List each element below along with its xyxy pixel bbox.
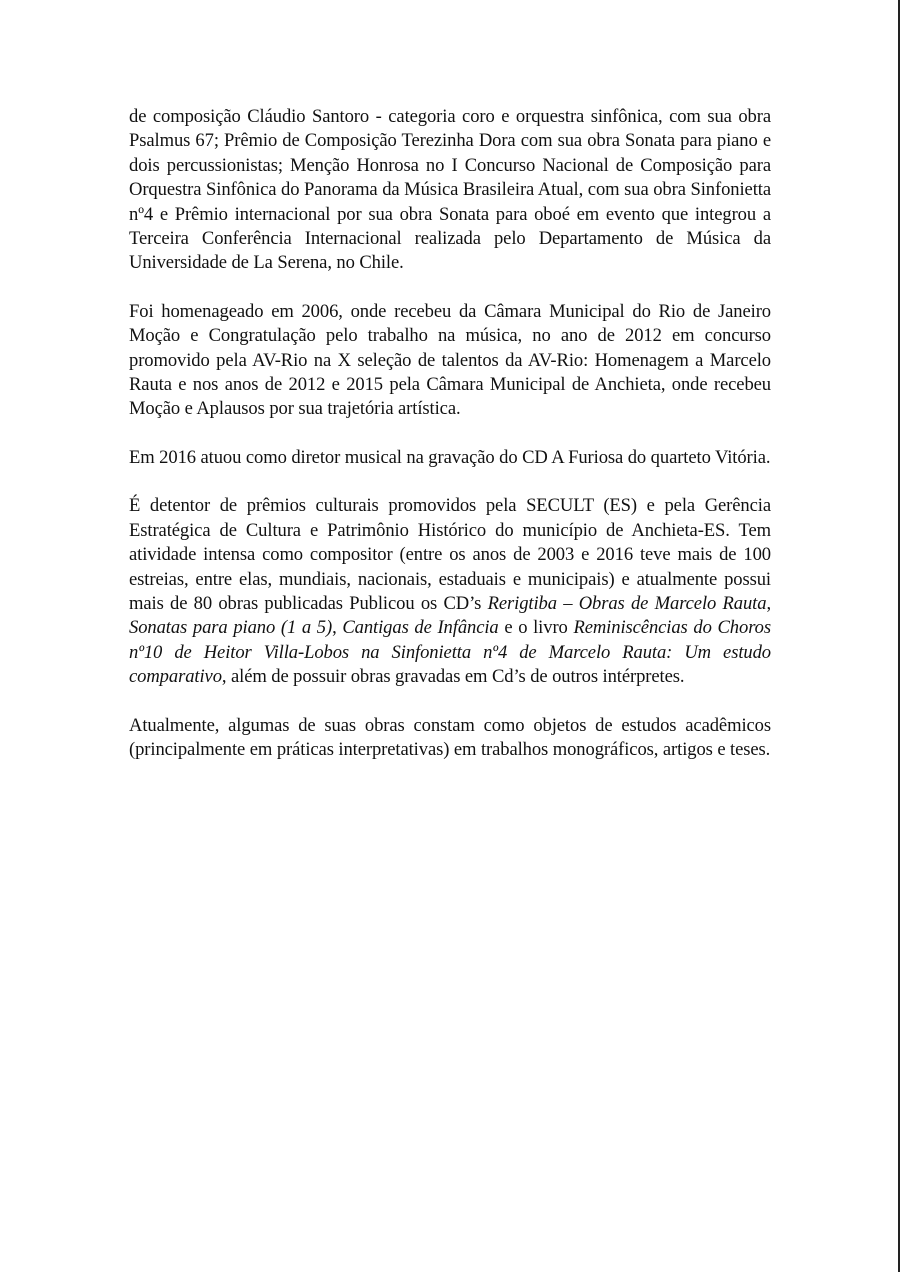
paragraph-awards	[129, 105, 771, 276]
text-segment: ,	[332, 617, 343, 639]
text-segment: Atualmente, algumas de suas obras constam como objetos de estudos acadêmicos (principalmente em práticas interpretativas) em trabalhos monográficos, artigos e teses.	[129, 714, 771, 760]
paragraph-director	[129, 446, 771, 470]
text-segment: , além de possuir obras gravadas em Cd’s de outros intérpretes.	[221, 666, 685, 688]
text-segment: Foi homenageado em 2006, onde recebeu da Câmara Municipal do Rio de Janeiro Moção e Congratulação pelo trabalho na música, no ano de 2012 em concurso promovido pela AV-Rio na X seleção de talentos da AV-Rio: Homenagem a Marcelo Rauta e nos anos de 2012 e 2015 pela Câmara Municipal de Anchieta, onde recebeu Moção e Aplausos por sua trajetória artística.	[129, 300, 771, 420]
italic-title-cantigas: Cantigas de Infância	[342, 617, 499, 639]
italic-title-rerigtiba: Rerigtiba – Obras de Marcelo Rauta	[487, 592, 767, 614]
text-segment: de composição Cláudio Santoro - categoria coro e orquestra sinfônica, com sua obra Psalmus 67; Prêmio de Composição Terezinha Dora com sua obra Sonata para piano e dois percussionistas; Menção Honrosa no I Concurso Nacional de Composição para Orquestra Sinfônica do Panorama da Música Brasileira Atual, com sua obra Sinfonietta nº4 e Prêmio internacional por sua obra Sonata para oboé em evento que integrou a Terceira Conferência Internacional realizada pelo Departamento de Música da Universidade de La Serena, no Chile.	[129, 106, 771, 274]
paragraph-honors	[129, 300, 771, 422]
paragraph-studies	[129, 714, 771, 763]
text-segment: Em 2016 atuou como diretor musical na gravação do CD A Furiosa do quarteto Vitória.	[129, 446, 771, 468]
italic-title-book: Reminiscências do Choros nº10 de Heitor Villa-Lobos na Sinfonietta nº4 de Marcelo Rauta: Um estudo comparativo	[129, 617, 771, 688]
text-segment: e o livro	[498, 617, 574, 639]
text-segment: É detentor de prêmios culturais promovidos pela SECULT (ES) e pela Gerência Estratégica de Cultura e Patrimônio Histórico do município de Anchieta-ES. Tem atividade intensa como compositor (entre os anos de 2003 e 2016 teve mais de 100 estreias, entre elas, mundiais, nacionais, estaduais e municipais) e atualmente possui mais de 80 obras publicadas Publicou os CD’s	[129, 495, 771, 614]
text-segment: ,	[766, 592, 771, 614]
paragraph-works	[129, 494, 771, 689]
document-body	[129, 105, 771, 762]
italic-title-sonatas: Sonatas para piano (1 a 5)	[129, 617, 333, 639]
